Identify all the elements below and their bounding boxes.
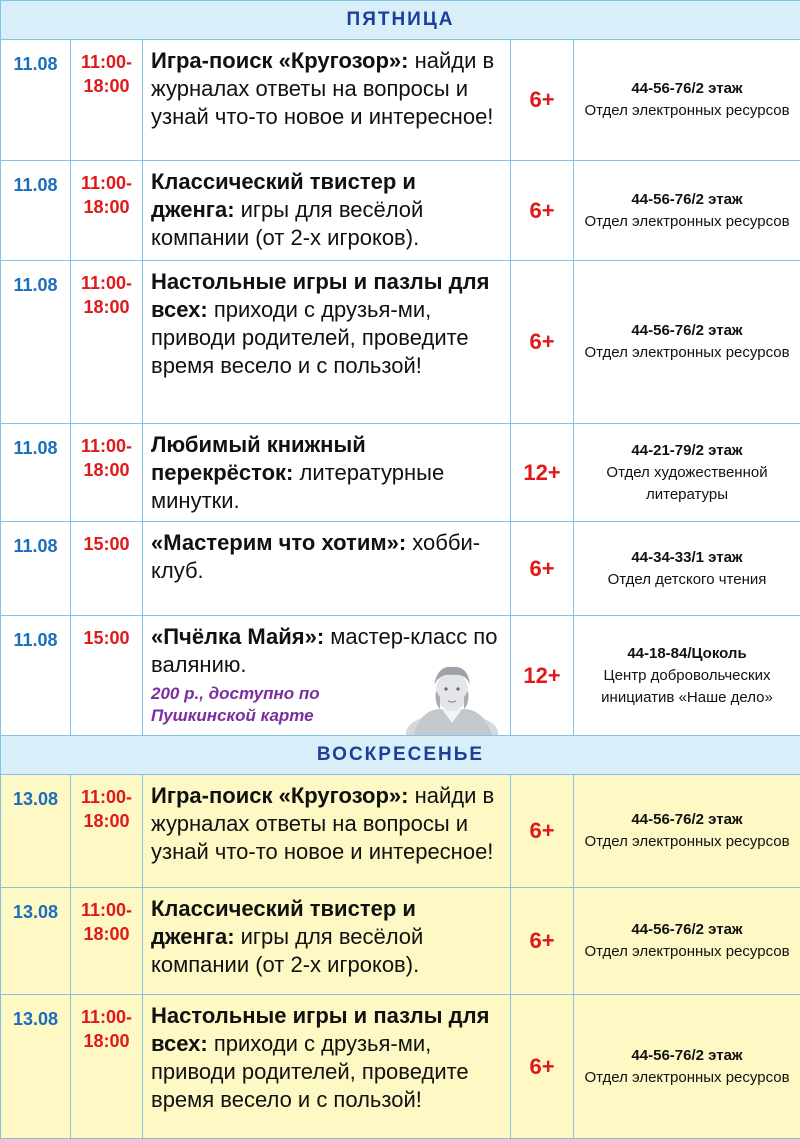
event-title: «Мастерим что хотим»:	[151, 530, 407, 555]
event-text	[151, 529, 504, 585]
age-rating: 12+	[511, 616, 574, 736]
event-description: найди в журналах ответы на вопросы и узнай что-то новое и интересное!	[151, 48, 495, 129]
event-time-line: 11:00-	[80, 900, 133, 920]
event-time-line: 11:00-	[80, 1007, 133, 1027]
age-rating: 6+	[511, 161, 574, 261]
event-time	[71, 161, 143, 261]
contact-phone-floor: 44-56-76/2 этаж	[631, 80, 743, 97]
contact-phone-floor: 44-56-76/2 этаж	[631, 190, 743, 208]
event-row	[1, 40, 800, 161]
contact-department: Отдел электронных ресурсов	[584, 102, 790, 119]
contact-phone-floor: 44-56-76/2 этаж	[631, 322, 743, 339]
event-time	[71, 995, 143, 1139]
event-time	[71, 888, 143, 995]
day-header-friday: ПЯТНИЦА	[1, 1, 800, 40]
event-contact	[574, 424, 800, 522]
event-description-cell	[143, 888, 511, 995]
event-time	[71, 616, 143, 736]
event-time-line: 11:00-	[80, 173, 133, 193]
event-time-line: 18:00	[83, 460, 130, 480]
event-row	[1, 424, 800, 522]
event-time-line: 18:00	[83, 297, 130, 317]
contact-phone-floor: 44-56-76/2 этаж	[631, 921, 743, 938]
contact-department: Отдел электронных ресурсов	[584, 833, 790, 850]
event-row	[1, 161, 800, 261]
event-text	[151, 47, 504, 131]
event-time-line: 15:00	[83, 628, 130, 648]
day-header-row	[1, 736, 800, 775]
event-title: Настольные игры и пазлы для всех:	[151, 1003, 490, 1056]
event-contact	[574, 995, 800, 1139]
event-date: 11.08	[1, 424, 71, 522]
schedule-body	[1, 1, 800, 1139]
age-rating: 6+	[511, 775, 574, 888]
event-description-cell	[143, 424, 511, 522]
event-time	[71, 261, 143, 424]
event-description-cell	[143, 261, 511, 424]
event-time	[71, 522, 143, 616]
day-header-sunday: ВОСКРЕСЕНЬЕ	[1, 736, 800, 775]
event-title: Игра-поиск «Кругозор»:	[151, 783, 409, 808]
event-time	[71, 775, 143, 888]
contact-department: Центр добровольческих инициатив «Наше дело»	[601, 666, 773, 706]
event-text	[151, 168, 504, 252]
age-rating: 6+	[511, 888, 574, 995]
event-text	[151, 782, 504, 866]
event-date: 13.08	[1, 995, 71, 1139]
contact-phone-floor: 44-34-33/1 этаж	[631, 548, 743, 566]
event-title: «Пчёлка Майя»:	[151, 624, 325, 649]
event-contact	[574, 40, 800, 161]
event-description: мастер-класс по валянию.	[151, 624, 498, 677]
event-time-line: 11:00-	[80, 52, 133, 72]
event-title: Настольные игры и пазлы для всех:	[151, 269, 490, 322]
age-rating: 6+	[511, 261, 574, 424]
event-contact	[574, 522, 800, 616]
event-description-cell	[143, 616, 511, 736]
contact-phone-floor: 44-18-84/Цоколь	[627, 644, 747, 662]
contact-department: Отдел электронных ресурсов	[584, 212, 790, 230]
event-contact	[574, 888, 800, 995]
event-date: 11.08	[1, 40, 71, 161]
event-description-cell	[143, 522, 511, 616]
age-rating: 6+	[511, 995, 574, 1139]
event-description: приходи с друзья-ми, приводи родителей, проведите время весело и с пользой!	[151, 1031, 469, 1112]
event-date: 13.08	[1, 888, 71, 995]
event-row	[1, 888, 800, 995]
event-description: приходи с друзья-ми, приводи родителей, проведите время весело и с пользой!	[151, 297, 469, 378]
contact-department: Отдел электронных ресурсов	[584, 1068, 790, 1086]
contact-phone-floor: 44-56-76/2 этаж	[631, 811, 743, 828]
event-time-line: 11:00-	[80, 436, 133, 456]
event-description: найди в журналах ответы на вопросы и узнай что-то новое и интересное!	[151, 783, 495, 864]
age-rating: 6+	[511, 522, 574, 616]
event-contact	[574, 775, 800, 888]
event-description-cell	[143, 40, 511, 161]
event-contact	[574, 161, 800, 261]
contact-department: Отдел детского чтения	[607, 570, 767, 588]
event-time-line: 11:00-	[80, 273, 133, 293]
event-row	[1, 522, 800, 616]
contact-phone-floor: 44-56-76/2 этаж	[631, 1046, 743, 1064]
event-text	[151, 268, 504, 380]
day-header-row	[1, 1, 800, 40]
event-row	[1, 775, 800, 888]
event-title: Классический твистер и дженга:	[151, 169, 416, 222]
event-description: литературные минутки.	[151, 460, 445, 513]
contact-department: Отдел электронных ресурсов	[584, 943, 790, 960]
event-time	[71, 40, 143, 161]
event-description-cell	[143, 995, 511, 1139]
event-description: хобби-клуб.	[151, 530, 481, 583]
contact-department: Отдел художественной литературы	[606, 463, 768, 503]
event-text	[151, 431, 504, 515]
event-text	[151, 1002, 504, 1114]
event-time-line: 18:00	[83, 197, 130, 217]
event-text	[151, 895, 504, 979]
event-time-line: 18:00	[83, 811, 130, 831]
event-row	[1, 616, 800, 736]
event-contact	[574, 616, 800, 736]
event-description: игры для весёлой компании (от 2-х игроков).	[151, 924, 424, 977]
contact-phone-floor: 44-21-79/2 этаж	[631, 441, 743, 459]
contact-department: Отдел электронных ресурсов	[584, 344, 790, 361]
event-row	[1, 995, 800, 1139]
event-contact	[574, 261, 800, 424]
event-time-line: 18:00	[83, 1031, 130, 1051]
event-time-line: 11:00-	[80, 787, 133, 807]
event-time	[71, 424, 143, 522]
event-time-line: 18:00	[83, 924, 130, 944]
event-date: 11.08	[1, 161, 71, 261]
event-title: Игра-поиск «Кругозор»:	[151, 48, 409, 73]
event-row	[1, 261, 800, 424]
event-time-line: 15:00	[83, 534, 130, 554]
event-description-cell	[143, 775, 511, 888]
age-rating: 12+	[511, 424, 574, 522]
event-title: Классический твистер и дженга:	[151, 896, 416, 949]
event-description-cell	[143, 161, 511, 261]
event-time-line: 18:00	[83, 76, 130, 96]
event-description: игры для весёлой компании (от 2-х игроков).	[151, 197, 424, 250]
event-date: 11.08	[1, 261, 71, 424]
event-date: 11.08	[1, 522, 71, 616]
event-date: 13.08	[1, 775, 71, 888]
age-rating: 6+	[511, 40, 574, 161]
event-date: 11.08	[1, 616, 71, 736]
event-title: Любимый книжный перекрёсток:	[151, 432, 366, 485]
pushkin-portrait-icon	[404, 659, 500, 735]
event-price-note: 200 р., доступно по Пушкинской карте	[151, 684, 320, 725]
